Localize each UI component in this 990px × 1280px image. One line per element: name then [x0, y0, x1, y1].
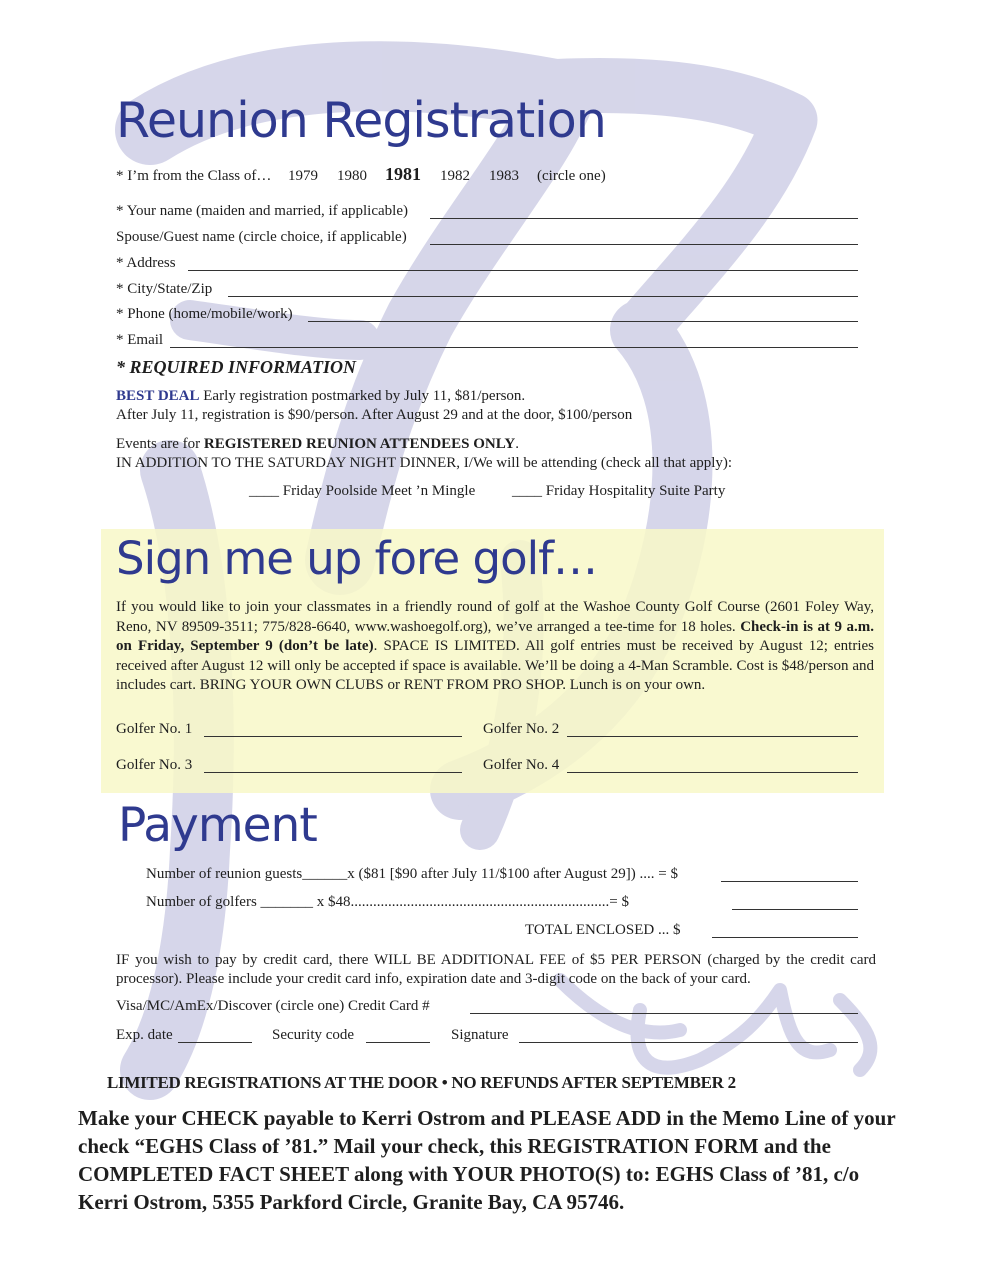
best-deal-line: [116, 388, 525, 405]
class-year-option-1979[interactable]: 1979: [288, 168, 318, 184]
golfer-4-label: Golfer No. 4: [483, 757, 560, 773]
class-year-label: * I’m from the Class of…: [116, 168, 272, 184]
class-year-option-1980[interactable]: 1980: [337, 168, 367, 184]
golf-checkin-time: Check-in is at 9 a.m. on Friday, September 9 (don’t be late): [116, 618, 874, 654]
event-option-poolside[interactable]: ____ Friday Poolside Meet ’n Mingle: [249, 483, 476, 499]
security-code-label: Security code: [272, 1027, 355, 1043]
golfer-4-line[interactable]: [567, 772, 858, 773]
golfer-1-line[interactable]: [204, 736, 462, 737]
later-pricing-text: After July 11, registration is $90/person. After August 29 and at the door, $100/person: [116, 407, 633, 423]
golfers-amount-line[interactable]: [732, 909, 858, 910]
city-field-label: * City/State/Zip: [116, 281, 213, 297]
address-field-line[interactable]: [188, 270, 858, 271]
credit-card-label: Visa/MC/AmEx/Discover (circle one) Credit Card #: [116, 998, 430, 1014]
address-field-label: * Address: [116, 255, 176, 271]
class-year-option-1983[interactable]: 1983: [489, 168, 519, 184]
phone-field-line[interactable]: [308, 321, 858, 322]
events-attendees-only: REGISTERED REUNION ATTENDEES ONLY: [203, 436, 516, 452]
class-year-hint: (circle one): [537, 168, 606, 184]
golfers-payment-line: Number of golfers _______ x $48.....................................................................= $: [146, 894, 630, 910]
payment-heading: Payment: [118, 798, 317, 853]
signature-label: Signature: [451, 1027, 509, 1043]
security-code-line[interactable]: [366, 1042, 430, 1043]
name-field-label: * Your name (maiden and married, if applicable): [116, 203, 408, 219]
mailing-instructions: Make your CHECK payable to Kerri Ostrom and PLEASE ADD in the Memo Line of your check “EGHS Class of ’81.” Mail your check, this REGISTRATION FORM and the COMPLETED FACT SHEET along with YOUR PHOTO(S) to: EGHS Class of ’81, c/o Kerri Ostrom, 5355 Parkford Circle, Granite Bay, CA 95746.: [78, 1106, 896, 1214]
events-suffix: .: [515, 436, 519, 452]
required-information-note: * REQUIRED INFORMATION: [116, 357, 357, 377]
golfer-2-label: Golfer No. 2: [483, 721, 560, 737]
phone-field-label: * Phone (home/mobile/work): [116, 306, 293, 322]
golf-heading: Sign me up fore golf…: [116, 532, 597, 585]
registration-heading: Reunion Registration: [116, 92, 606, 149]
golfer-3-line[interactable]: [204, 772, 462, 773]
name-field-line[interactable]: [430, 218, 858, 219]
guests-amount-line[interactable]: [721, 881, 858, 882]
credit-card-note: IF you wish to pay by credit card, there WILL BE ADDITIONAL FEE of $5 PER PERSON (charged by the credit card processor). Please include your credit card info, expiration date and 3-digit code on the back of your card.: [116, 952, 876, 987]
signature-line[interactable]: [519, 1042, 858, 1043]
limited-registrations-notice: LIMITED REGISTRATIONS AT THE DOOR • NO REFUNDS AFTER SEPTEMBER 2: [107, 1073, 736, 1092]
total-enclosed-label: TOTAL ENCLOSED ... $: [525, 922, 681, 938]
class-year-option-1981-selected[interactable]: 1981: [385, 164, 421, 184]
city-field-line[interactable]: [228, 296, 858, 297]
golf-description-part1: If you would like to join your classmates in a friendly round of golf at the Washoe County Golf Course (2601 Foley Way, Reno, NV 89509-3511; 775/828-6640, www.washoegolf.org), we’ve arranged a tee-time for 18 holes.: [116, 599, 874, 635]
best-deal-text: Early registration postmarked by July 11, $81/person.: [203, 388, 526, 404]
events-line-1: [116, 436, 519, 453]
golfer-3-label: Golfer No. 3: [116, 757, 193, 773]
golfer-1-label: Golfer No. 1: [116, 721, 193, 737]
exp-date-line[interactable]: [178, 1042, 252, 1043]
spouse-field-label: Spouse/Guest name (circle choice, if applicable): [116, 229, 407, 245]
email-field-label: * Email: [116, 332, 164, 348]
total-enclosed-line[interactable]: [712, 937, 858, 938]
class-year-option-1982[interactable]: 1982: [440, 168, 470, 184]
exp-date-label: Exp. date: [116, 1027, 173, 1043]
golf-description: [116, 598, 874, 696]
events-prefix: Events are for: [116, 436, 201, 452]
golfer-2-line[interactable]: [567, 736, 858, 737]
guests-payment-line: Number of reunion guests______x ($81 [$90 after July 11/$100 after August 29]) .... = $: [146, 866, 678, 882]
best-deal-label: BEST DEAL: [116, 388, 200, 404]
credit-card-line[interactable]: [470, 1013, 858, 1014]
golf-description-part2: . SPACE IS LIMITED. All golf entries must be received by August 12; entries received after August 12 will only be accepted if space is available. We’ll be doing a 4-Man Scramble. Cost is $48/person and includes cart. BRING YOUR OWN CLUBS or RENT FROM PRO SHOP. Lunch is on your own.: [116, 638, 875, 693]
events-line-2: IN ADDITION TO THE SATURDAY NIGHT DINNER, I/We will be attending (check all that apply):: [116, 455, 733, 471]
event-option-hospitality-suite[interactable]: ____ Friday Hospitality Suite Party: [512, 483, 726, 499]
spouse-field-line[interactable]: [430, 244, 858, 245]
email-field-line[interactable]: [170, 347, 858, 348]
